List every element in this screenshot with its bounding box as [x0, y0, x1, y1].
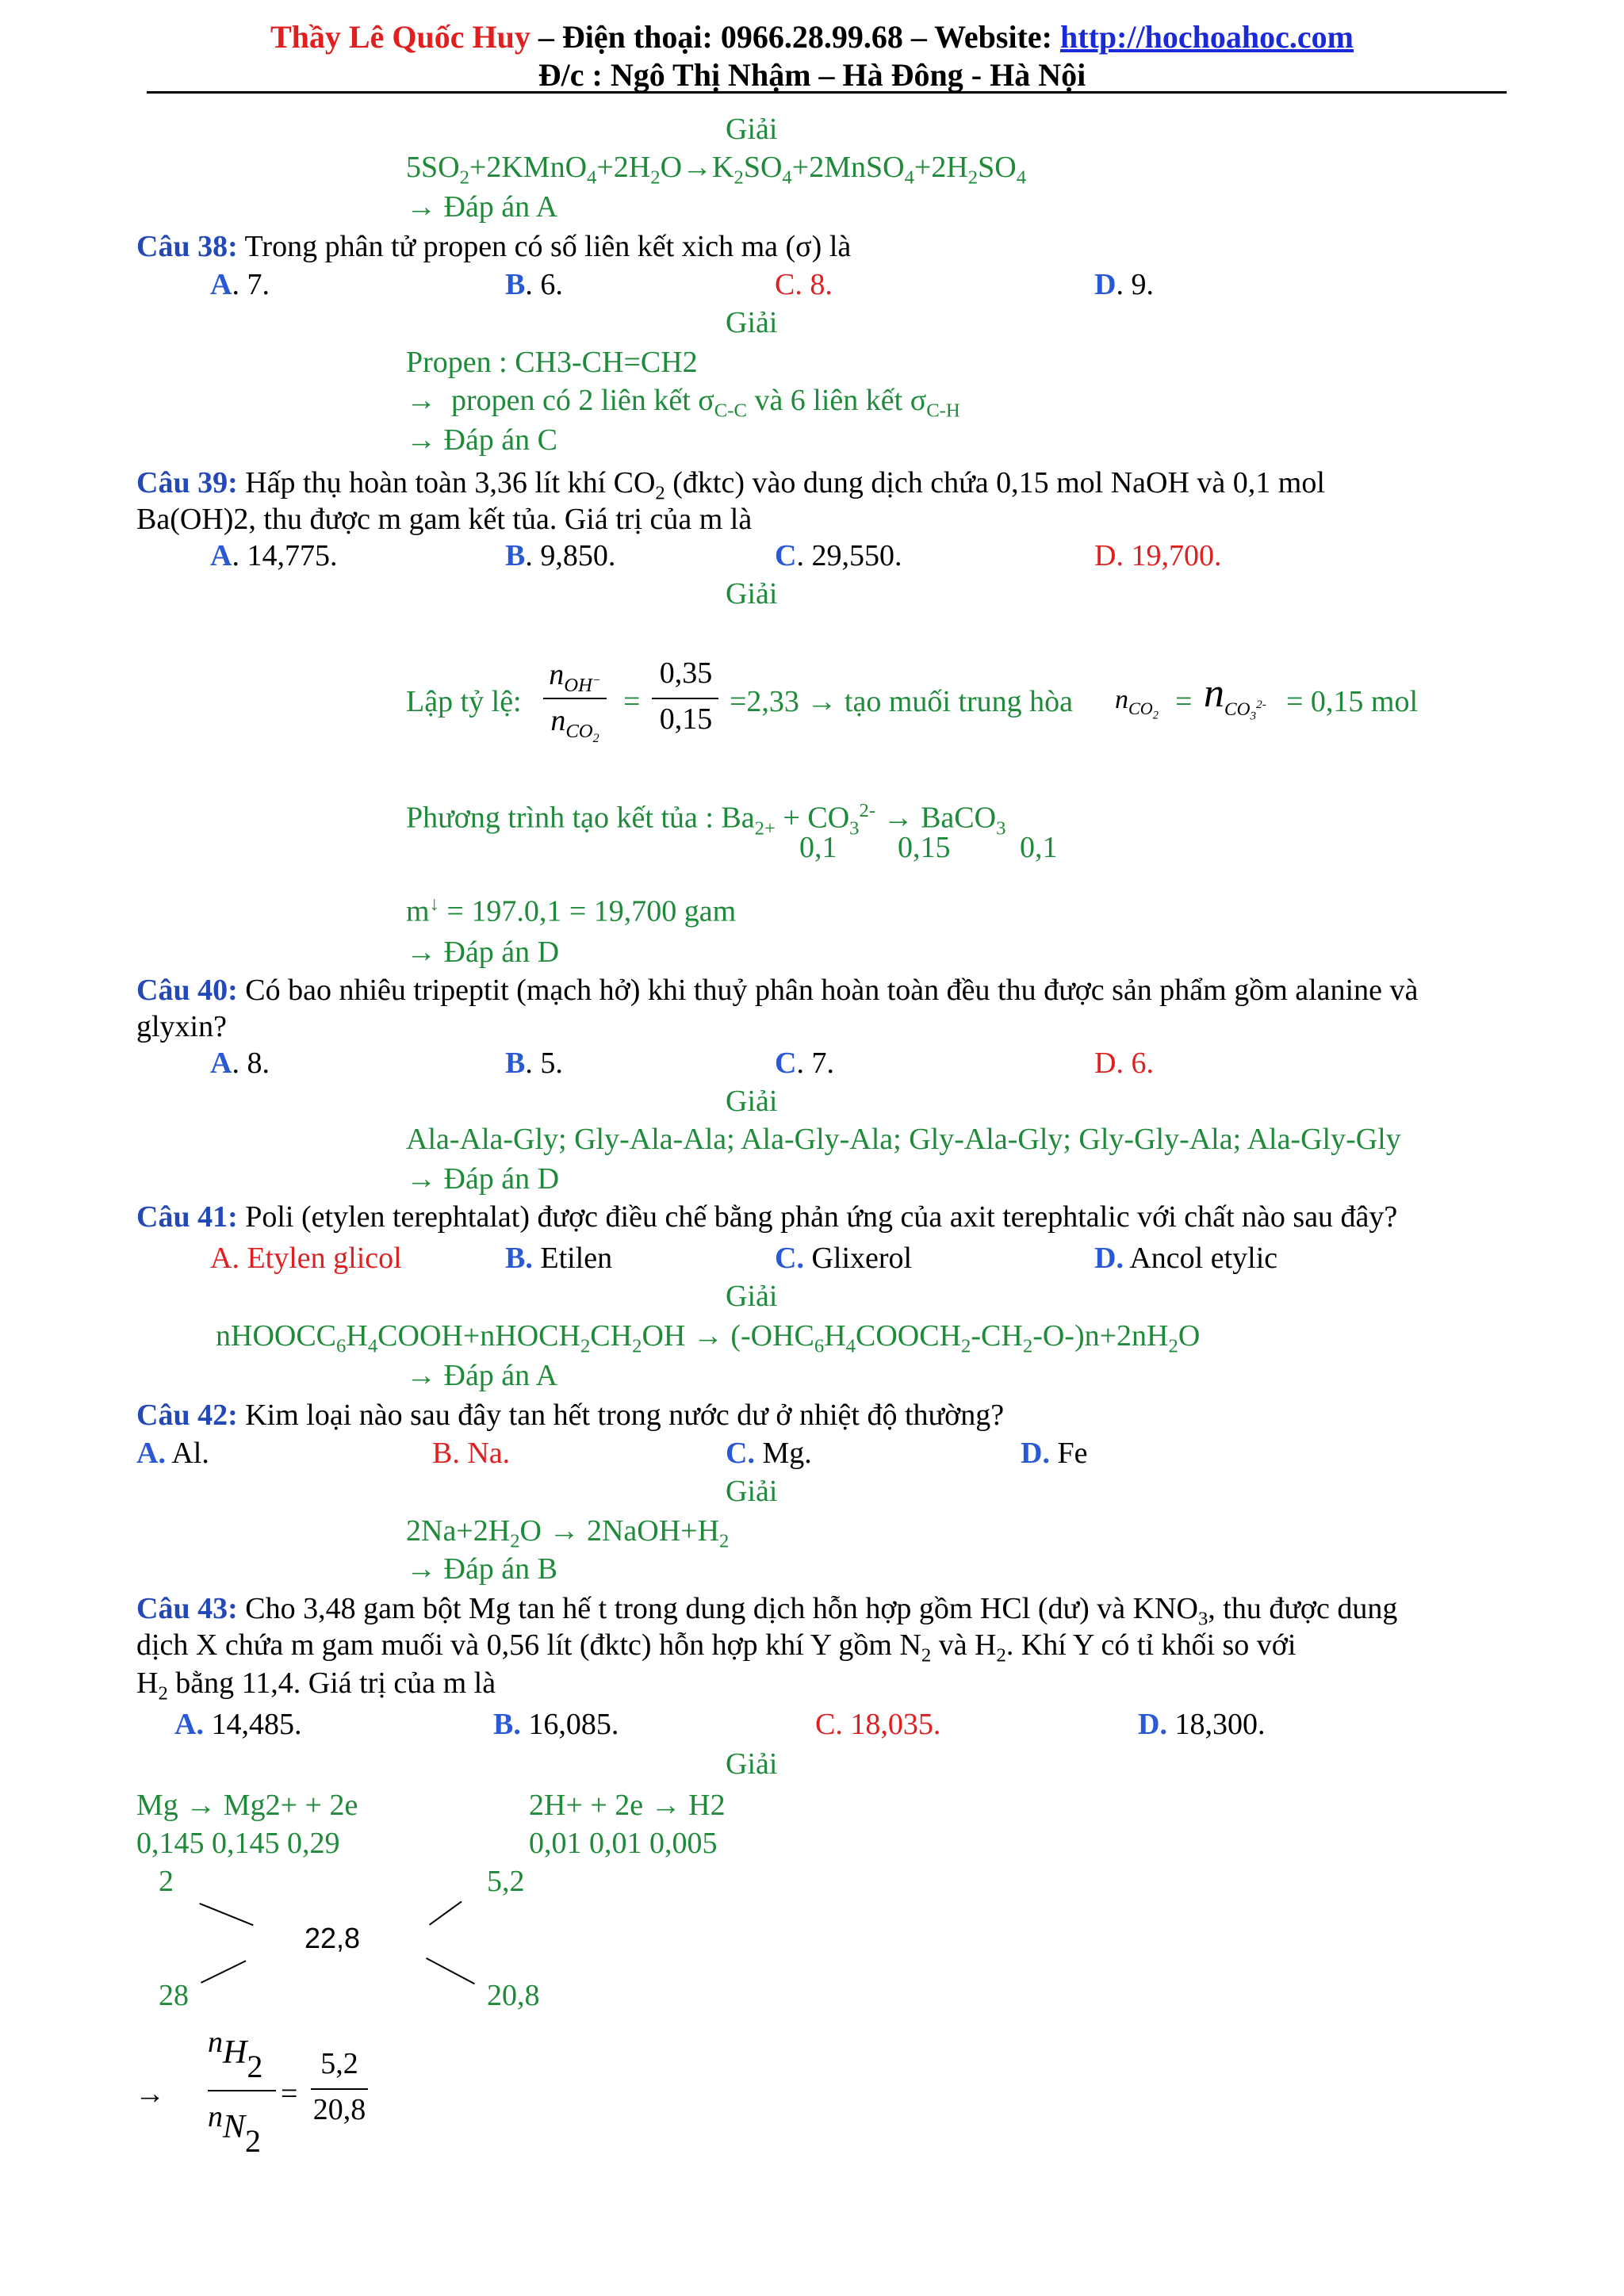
solution-line: → propen có 2 liên kết $\sigma_{C-C}$ và 6 liên kết $\sigma_{C-H}$: [406, 384, 960, 422]
diagram-value: 2: [159, 1865, 174, 1898]
mass-calc: m↓ = 197.0,1 = 19,700 gam: [406, 894, 737, 928]
header-divider: [147, 91, 1507, 94]
ratio-label: Lập tỷ lệ:: [406, 685, 522, 718]
option-c[interactable]: C. 29,550.: [775, 539, 902, 572]
question-text: $H_2$ bằng 11,4. Giá trị của m là: [136, 1667, 496, 1705]
question-43: Câu 43: Cho 3,48 gam bột Mg tan hế t trong dung dịch hỗn hợp gồm HCl (dư) và $KNO_3$, thu được dung: [136, 1592, 1398, 1630]
option-b[interactable]: B. Na.: [432, 1437, 511, 1470]
option-d[interactable]: D. 18,300.: [1138, 1708, 1266, 1741]
reaction-equation: $5SO_2+2KMnO_4+2H_2O\to K_2SO_4+2MnSO_4+2H_2SO_4$: [406, 151, 1027, 189]
question-42: Câu 42: Kim loại nào sau đây tan hết trong nước dư ở nhiệt độ thường?: [136, 1399, 1005, 1432]
question-41: Câu 41: Poli (etylen terephtalat) được điều chế bằng phản ứng của axit terephtalic với chất nào sau đây?: [136, 1200, 1398, 1234]
question-text: Ba(OH)2, thu được m gam kết tủa. Giá trị của m là: [136, 503, 753, 536]
mol-values: 0,145 0,145 0,29: [136, 1827, 340, 1860]
mol-value: 0,15: [898, 831, 951, 864]
question-label: Câu 40:: [136, 974, 238, 1007]
option-c[interactable]: C. 8.: [775, 268, 833, 301]
fraction-bar: [311, 2088, 368, 2090]
option-d[interactable]: D. Ancol etylic: [1094, 1242, 1278, 1275]
fraction-bar: [543, 698, 607, 699]
equals-sign: =: [1175, 685, 1193, 718]
diagram-line: [199, 1903, 253, 1926]
option-b[interactable]: B. 16,085.: [493, 1708, 619, 1741]
option-d[interactable]: D. 6.: [1094, 1047, 1154, 1080]
diagram-center: 22,8: [304, 1922, 361, 1954]
answer-line: → Đáp án B: [406, 1552, 558, 1586]
ratio-num-value: 5,2: [320, 2047, 358, 2080]
diagram-value: 28: [159, 1979, 189, 2012]
question-text: glyxin?: [136, 1010, 227, 1043]
equals-sign: =: [623, 685, 641, 718]
mol-value: 0,1: [799, 831, 837, 864]
n-co3: $n_{CO_3^{2-}}$: [1204, 671, 1266, 724]
option-b[interactable]: B. 5.: [505, 1047, 563, 1080]
n-n2: nN2: [208, 2100, 262, 2159]
question-label: Câu 38:: [136, 230, 238, 263]
question-text: dịch X chứa m gam muối và 0,56 lít (đktc) hỗn hợp khí Y gồm $N_2$ và $H_2$. Khí Y có tỉ khối so với: [136, 1628, 1297, 1667]
option-a[interactable]: A. Al.: [136, 1437, 209, 1470]
answer-line: → Đáp án A: [406, 1359, 558, 1392]
question-label: Câu 42:: [136, 1399, 238, 1432]
contact-phone: – Điện thoại: 0966.28.99.68 – Website:: [530, 19, 1060, 55]
arrow-symbol: →: [135, 2077, 165, 2110]
giai-heading: Giải: [726, 1475, 778, 1508]
diagram-value: 5,2: [487, 1865, 525, 1898]
ratio-numerator: $n_{OH^-}$: [549, 658, 601, 696]
header-address: Đ/c : Ngô Thị Nhậm – Hà Đông - Hà Nội: [538, 57, 1086, 93]
fraction-bar: [208, 2090, 276, 2091]
giai-heading: Giải: [726, 306, 778, 339]
diagram-value: 20,8: [487, 1979, 540, 2012]
question-39: Câu 39: Hấp thụ hoàn toàn 3,36 lít khí $CO_2$ (đktc) vào dung dịch chứa 0,15 mol NaOH và 0,1 mol: [136, 466, 1325, 504]
author-name: Thầy Lê Quốc Huy: [270, 19, 530, 55]
option-c[interactable]: C. Glixerol: [775, 1242, 913, 1275]
ratio-den-value: 20,8: [312, 2093, 366, 2126]
diagram-line: [426, 1957, 475, 1984]
question-40: Câu 40: Có bao nhiêu tripeptit (mạch hở) khi thuỷ phân hoàn toàn đều thu được sản phẩm gồm alanine và: [136, 974, 1419, 1007]
option-b[interactable]: B. Etilen: [505, 1242, 613, 1275]
mol-value: 0,1: [1020, 831, 1058, 864]
option-c[interactable]: C. Mg.: [726, 1437, 812, 1470]
question-label: Câu 41:: [136, 1200, 238, 1234]
giai-heading: Giải: [726, 577, 778, 610]
half-reaction: 2H+ + 2e → H2: [529, 1789, 726, 1822]
option-d[interactable]: D. 9.: [1094, 268, 1154, 301]
equals-sign: =: [281, 2077, 298, 2110]
option-c[interactable]: C. 7.: [775, 1047, 834, 1080]
option-a[interactable]: A. 7.: [210, 268, 270, 301]
header-line-1: [0, 19, 1624, 55]
mol-value: = 0,15 mol: [1286, 685, 1419, 718]
reaction-equation: $2Na+2H_2O$ → $2NaOH+H_2$: [406, 1514, 730, 1552]
option-c[interactable]: C. 18,035.: [815, 1708, 941, 1741]
n-co2: $n_{CO_2}$: [1115, 685, 1159, 722]
solution-line: Ala-Ala-Gly; Gly-Ala-Ala; Ala-Gly-Ala; Gly-Ala-Gly; Gly-Gly-Ala; Ala-Gly-Gly: [406, 1123, 1401, 1156]
answer-line: → Đáp án C: [406, 423, 558, 457]
giai-heading: Giải: [726, 1085, 778, 1118]
ratio-result: =2,33 → tạo muối trung hòa: [730, 685, 1074, 718]
solution-line: Propen : CH3-CH=CH2: [406, 346, 698, 379]
answer-line: → Đáp án D: [406, 1162, 560, 1196]
giai-heading: Giải: [726, 1747, 778, 1781]
question-38: [136, 228, 851, 265]
reaction-equation: $nHOOCC_6H_4COOH+nHOCH_2CH_2OH$ → $(-OHC_6H_4COOCH_2-CH_2-O-)n+2nH_2O$: [216, 1319, 1201, 1357]
question-label: Câu 43:: [136, 1592, 238, 1625]
question-text: Trong phân tử propen có số liên kết xich ma (σ) là: [237, 230, 852, 263]
giai-heading: Giải: [726, 113, 778, 146]
ratio-num-value: 0,35: [659, 656, 713, 690]
option-a[interactable]: A. Etylen glicol: [210, 1242, 402, 1275]
question-label: Câu 39:: [136, 466, 238, 499]
giai-heading: Giải: [726, 1280, 778, 1313]
answer-line: → Đáp án D: [406, 936, 560, 969]
diagram-line: [429, 1901, 462, 1926]
option-d[interactable]: D. Fe: [1021, 1437, 1088, 1470]
option-a[interactable]: A. 14,485.: [174, 1708, 302, 1741]
ratio-den-value: 0,15: [659, 702, 713, 736]
fraction-bar: [652, 698, 718, 699]
option-a[interactable]: A. 8.: [210, 1047, 270, 1080]
ratio-denominator: $n_{CO_2}$: [550, 704, 599, 745]
option-a[interactable]: A. 14,775.: [210, 539, 338, 572]
answer-line: → Đáp án A: [406, 190, 558, 224]
option-d[interactable]: D. 19,700.: [1094, 539, 1222, 572]
precipitate-equation: Phương trình tạo kết tủa : $Ba_{2+} + CO_3^{2-}$ → BaCO$_3$: [406, 800, 1006, 840]
mol-values: 0,01 0,01 0,005: [529, 1827, 718, 1860]
diagram-line: [201, 1960, 247, 1983]
option-b[interactable]: B. 6.: [505, 268, 563, 301]
option-b[interactable]: B. 9,850.: [505, 539, 616, 572]
half-reaction: Mg → Mg2+ + 2e: [136, 1789, 358, 1822]
n-h2: nH2: [208, 2026, 263, 2084]
website-link[interactable]: http://hochoahoc.com: [1060, 19, 1354, 55]
